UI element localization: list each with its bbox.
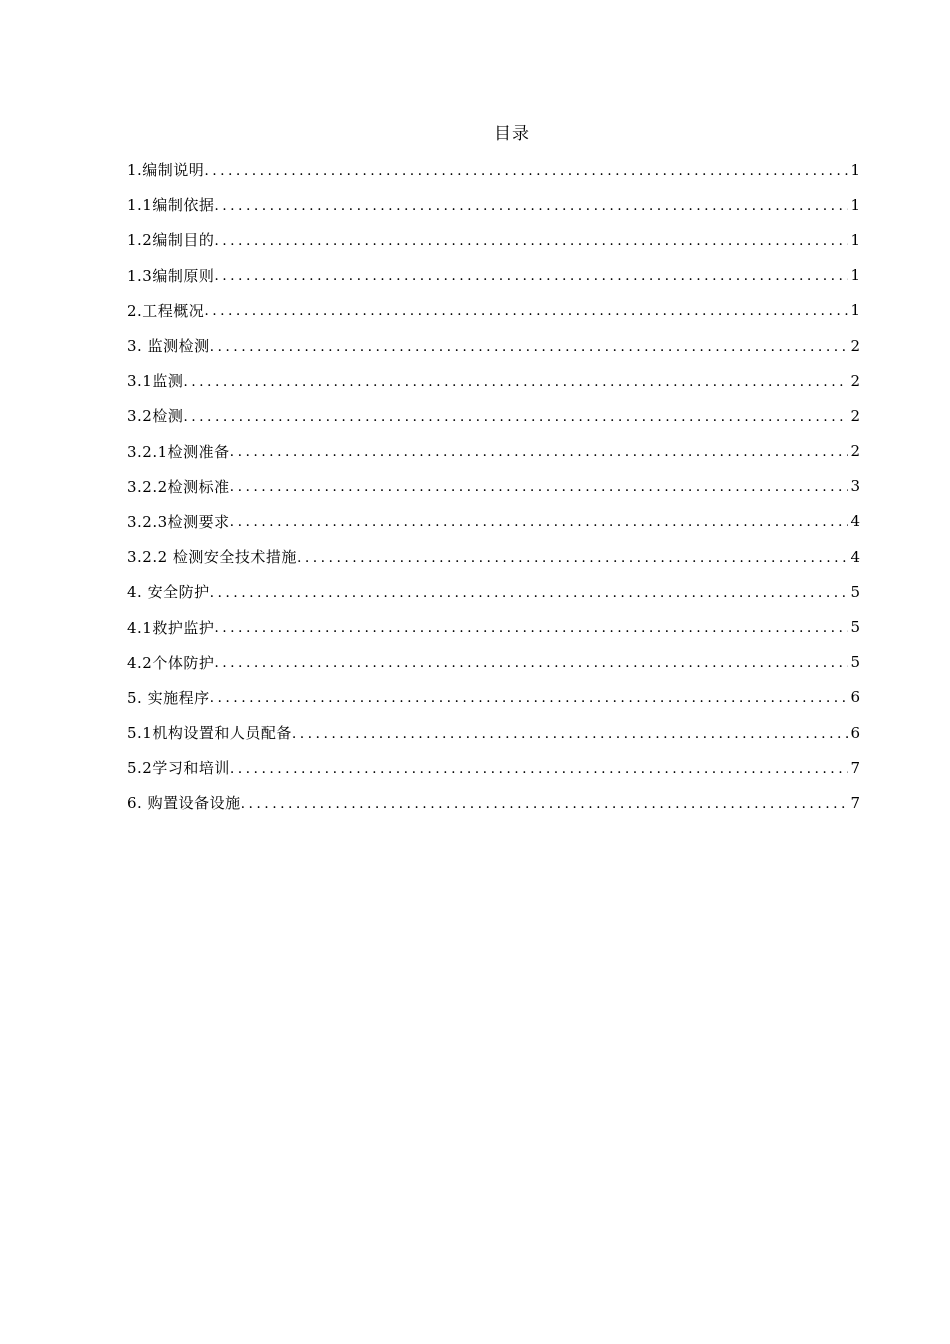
toc-dot-leader: [210, 690, 848, 706]
toc-dot-leader: [230, 444, 848, 460]
toc-list: [127, 152, 860, 821]
toc-entry-label: 5. 实施程序: [127, 688, 210, 707]
toc-entry[interactable]: [127, 398, 860, 433]
toc-entry-label: 1.1编制依据: [127, 196, 215, 215]
toc-entry[interactable]: [127, 363, 860, 398]
toc-entry-label: 3.1监测: [127, 372, 184, 391]
toc-dot-leader: [292, 726, 848, 742]
toc-entry-label: 3.2检测: [127, 407, 184, 426]
toc-dot-leader: [214, 655, 848, 671]
toc-dot-leader: [204, 163, 848, 179]
toc-dot-leader: [204, 303, 848, 319]
toc-dot-leader: [214, 268, 848, 284]
toc-entry-page: 5: [850, 582, 860, 601]
toc-entry-label: 1.编制说明: [127, 161, 205, 180]
toc-entry-page: 2: [850, 371, 860, 390]
toc-entry-label: 5.1机构设置和人员配备: [127, 724, 292, 743]
toc-entry-label: 1.3编制原则: [127, 266, 215, 285]
toc-entry-page: 1: [850, 266, 860, 285]
toc-entry[interactable]: [127, 715, 860, 750]
toc-dot-leader: [214, 233, 848, 249]
toc-title: 目录: [494, 124, 530, 144]
toc-entry-page: 4: [850, 512, 860, 531]
toc-entry[interactable]: [127, 469, 860, 504]
toc-entry-page: 5: [850, 653, 860, 672]
toc-entry-page: 1: [850, 301, 860, 320]
toc-dot-leader: [230, 514, 848, 530]
toc-dot-leader: [183, 409, 848, 425]
toc-entry[interactable]: [127, 328, 860, 363]
toc-entry-label: 3.2.1检测准备: [127, 442, 230, 461]
toc-entry[interactable]: [127, 574, 860, 609]
toc-entry[interactable]: [127, 539, 860, 574]
toc-entry-label: 4. 安全防护: [127, 583, 210, 602]
toc-entry-page: 6: [850, 723, 860, 742]
toc-entry-page: 1: [850, 195, 860, 214]
toc-dot-leader: [183, 374, 848, 390]
toc-entry-page: 2: [850, 336, 860, 355]
toc-entry-page: 6: [850, 688, 860, 707]
toc-entry-page: 2: [850, 406, 860, 425]
toc-dot-leader: [210, 585, 848, 601]
toc-entry-label: 2.工程概况: [127, 301, 205, 320]
toc-entry-label: 3.2.2检测标准: [127, 477, 230, 496]
toc-entry[interactable]: [127, 750, 860, 785]
toc-entry-page: 1: [850, 230, 860, 249]
toc-entry[interactable]: [127, 258, 860, 293]
toc-entry-label: 6. 购置设备设施: [127, 794, 241, 813]
toc-dot-leader: [241, 796, 848, 812]
toc-entry-label: 3.2.2 检测安全技术措施: [127, 548, 297, 567]
toc-entry-label: 3.2.3检测要求: [127, 512, 230, 531]
toc-entry[interactable]: [127, 645, 860, 680]
toc-entry-label: 4.2个体防护: [127, 653, 215, 672]
toc-entry[interactable]: [127, 504, 860, 539]
toc-entry-page: 7: [850, 793, 860, 812]
toc-dot-leader: [210, 339, 848, 355]
toc-entry[interactable]: [127, 609, 860, 644]
toc-dot-leader: [214, 198, 848, 214]
toc-entry[interactable]: [127, 187, 860, 222]
toc-dot-leader: [230, 761, 848, 777]
toc-entry[interactable]: [127, 434, 860, 469]
toc-entry[interactable]: [127, 152, 860, 187]
toc-dot-leader: [230, 479, 848, 495]
toc-dot-leader: [297, 550, 848, 566]
toc-entry-page: 5: [850, 618, 860, 637]
toc-dot-leader: [214, 620, 848, 636]
toc-entry-label: 3. 监测检测: [127, 337, 210, 356]
toc-entry-label: 1.2编制目的: [127, 231, 215, 250]
toc-entry[interactable]: [127, 293, 860, 328]
toc-entry-label: 4.1救护监护: [127, 618, 215, 637]
toc-entry-page: 2: [850, 442, 860, 461]
toc-entry-page: 3: [850, 477, 860, 496]
toc-entry[interactable]: [127, 680, 860, 715]
toc-entry[interactable]: [127, 785, 860, 820]
toc-entry-page: 7: [850, 758, 860, 777]
toc-entry[interactable]: [127, 222, 860, 257]
toc-entry-page: 1: [850, 160, 860, 179]
toc-entry-label: 5.2学习和培训: [127, 759, 230, 778]
toc-entry-page: 4: [850, 547, 860, 566]
